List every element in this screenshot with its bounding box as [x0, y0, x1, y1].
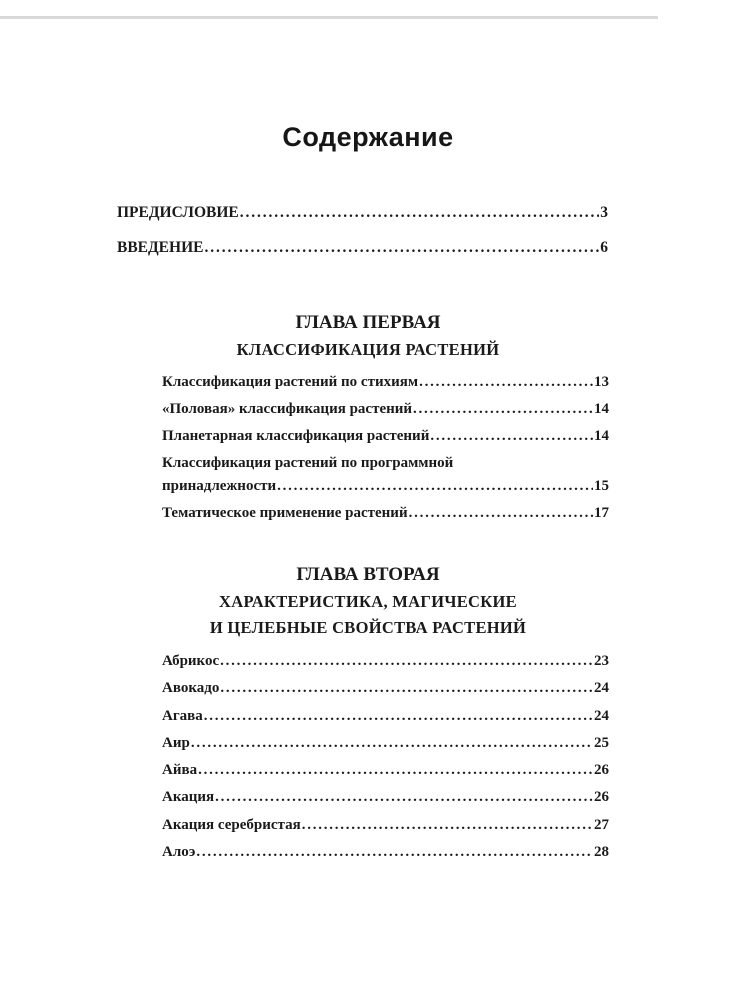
toc-entry-label: «Половая» классификация растений	[162, 401, 413, 417]
toc-entry[interactable]	[162, 476, 609, 496]
toc-page-number: 3	[600, 204, 608, 221]
toc-page-number: 17	[594, 505, 609, 521]
toc-entry-label: Абрикос	[162, 653, 220, 669]
dot-leader	[419, 372, 593, 392]
toc-page-number: 24	[594, 708, 609, 724]
page-title-text: Содержание	[282, 122, 454, 152]
toc-entry[interactable]	[162, 760, 609, 780]
toc-page-number: 26	[594, 762, 609, 778]
toc-page-number: 6	[600, 239, 608, 256]
toc-entry[interactable]	[162, 678, 609, 698]
toc-entry-label: Авокадо	[162, 680, 220, 696]
top-divider	[0, 16, 658, 19]
dot-leader	[198, 760, 593, 780]
toc-entry[interactable]	[162, 399, 609, 419]
toc-page-number: 23	[594, 653, 609, 669]
chapter-2-heading: ГЛАВА ВТОРАЯ	[296, 564, 440, 585]
toc-page-number: 25	[594, 735, 609, 751]
toc-entry-label: ВВЕДЕНИЕ	[117, 239, 204, 256]
toc-entry[interactable]	[162, 372, 609, 392]
dot-leader	[215, 787, 593, 807]
dot-leader	[277, 476, 593, 496]
toc-entry[interactable]	[162, 651, 609, 671]
toc-entry-label: Акация	[162, 789, 215, 805]
toc-entry-label: Агава	[162, 708, 203, 724]
toc-entry[interactable]	[162, 842, 609, 862]
chapter-1-heading: ГЛАВА ПЕРВАЯ	[295, 312, 441, 333]
toc-entry-label: принадлежности	[162, 478, 277, 494]
toc-page-number: 13	[594, 374, 609, 390]
toc-entry[interactable]	[162, 503, 609, 523]
dot-leader	[409, 503, 593, 523]
dot-leader	[302, 815, 593, 835]
toc-entry[interactable]	[162, 426, 609, 446]
dot-leader	[204, 706, 593, 726]
dot-leader	[220, 651, 593, 671]
toc-entry-label: Акация серебристая	[162, 817, 301, 833]
chapter-1-subtitle: КЛАССИФИКАЦИЯ РАСТЕНИЙ	[236, 340, 500, 359]
toc-page-number: 24	[594, 680, 609, 696]
toc-page-number: 27	[594, 817, 609, 833]
toc-entry-first-line[interactable]: Классификация растений по программной	[162, 455, 454, 471]
toc-page-number: 14	[594, 401, 609, 417]
dot-leader	[204, 238, 599, 258]
chapter-2-subtitle-line2: И ЦЕЛЕБНЫЕ СВОЙСТВА РАСТЕНИЙ	[209, 618, 527, 637]
dot-leader	[220, 678, 593, 698]
toc-entry-label: Планетарная классификация растений	[162, 428, 430, 444]
toc-page-number: 26	[594, 789, 609, 805]
toc-entry-label: Тематическое применение растений	[162, 505, 408, 521]
dot-leader	[413, 399, 593, 419]
page-title	[0, 122, 736, 153]
toc-page-number: 14	[594, 428, 609, 444]
dot-leader	[240, 203, 600, 223]
toc-entry-label: Аир	[162, 735, 190, 751]
toc-entry-label: Классификация растений по стихиям	[162, 374, 419, 390]
dot-leader	[196, 842, 593, 862]
toc-entry[interactable]	[162, 787, 609, 807]
toc-entry-label: Алоэ	[162, 844, 196, 860]
toc-entry[interactable]	[162, 706, 609, 726]
dot-leader	[191, 733, 593, 753]
dot-leader	[430, 426, 593, 446]
toc-entry[interactable]	[162, 733, 609, 753]
toc-entry[interactable]	[162, 815, 609, 835]
toc-page-number: 28	[594, 844, 609, 860]
toc-entry-label: Айва	[162, 762, 198, 778]
toc-entry-introduction[interactable]	[117, 238, 608, 258]
toc-entry-label: ПРЕДИСЛОВИЕ	[117, 204, 239, 221]
toc-entry-preface[interactable]	[117, 203, 608, 223]
chapter-2-subtitle-line1: ХАРАКТЕРИСТИКА, МАГИЧЕСКИЕ	[219, 592, 517, 611]
toc-page-number: 15	[594, 478, 609, 494]
